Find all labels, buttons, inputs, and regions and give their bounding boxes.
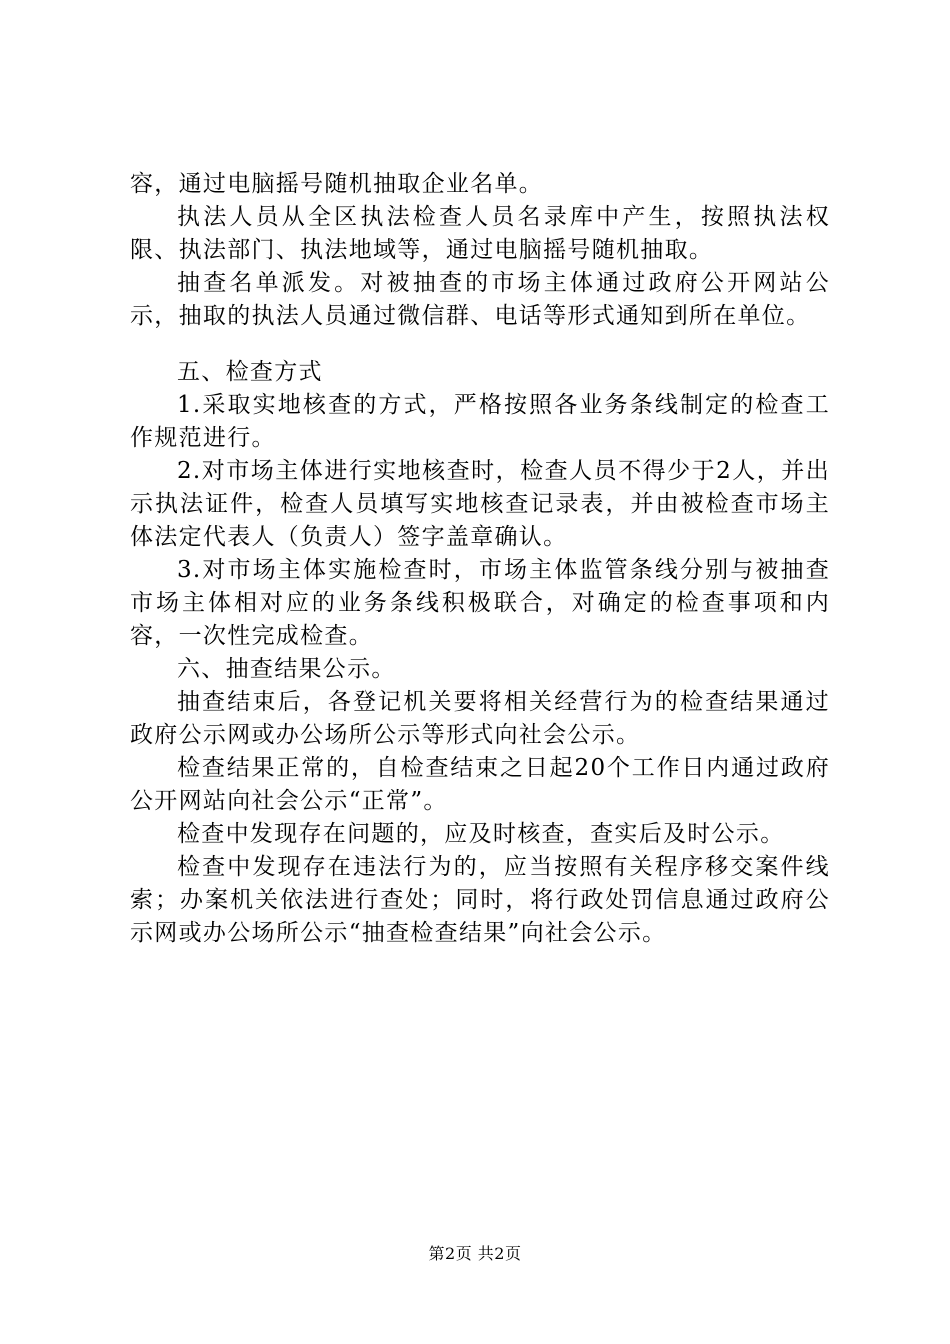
section-heading-result-publication: 六、抽查结果公示。 — [177, 656, 396, 682]
paragraph-violation-found: 检查中发现存在违法行为的，应当按照有关程序移交案件线索；办案机关依法进行查处；同时，将行政处罚信息通过政府公示网或办公场所公示“抽查检查结果”向社会公示。 — [130, 854, 830, 946]
paragraph-continuation: 容，通过电脑摇号随机抽取企业名单。 — [130, 171, 544, 197]
section-heading-inspection-method: 五、检查方式 — [177, 359, 323, 385]
paragraph-method-3: 3.对市场主体实施检查时，市场主体监管条线分别与被抽查市场主体相对应的业务条线积极联合，对确定的检查事项和内容，一次性完成检查。 — [130, 557, 830, 649]
paragraph-normal-result: 检查结果正常的，自检查结束之日起20个工作日内通过政府公开网站向社会公示“正常”。 — [130, 755, 830, 814]
paragraph-method-2: 2.对市场主体进行实地核查时，检查人员不得少于2人，并出示执法证件，检查人员填写实地核查记录表，并由被检查市场主体法定代表人（负责人）签字盖章确认。 — [130, 458, 830, 550]
document-body — [130, 168, 830, 950]
paragraph-enforcement-personnel: 执法人员从全区执法检查人员名录库中产生，按照执法权限、执法部门、执法地域等，通过电脑摇号随机抽取。 — [130, 204, 830, 263]
page-footer: 第2页 共2页 — [428, 1244, 522, 1263]
paragraph-list-distribution: 抽查名单派发。对被抽查的市场主体通过政府公开网站公示，抽取的执法人员通过微信群、电话等形式通知到所在单位。 — [130, 270, 830, 329]
paragraph-problem-found: 检查中发现存在问题的，应及时核查，查实后及时公示。 — [177, 821, 785, 847]
paragraph-result-publication: 抽查结束后，各登记机关要将相关经营行为的检查结果通过政府公示网或办公场所公示等形式向社会公示。 — [130, 689, 830, 748]
paragraph-method-1: 1.采取实地核查的方式，严格按照各业务条线制定的检查工作规范进行。 — [130, 392, 830, 451]
